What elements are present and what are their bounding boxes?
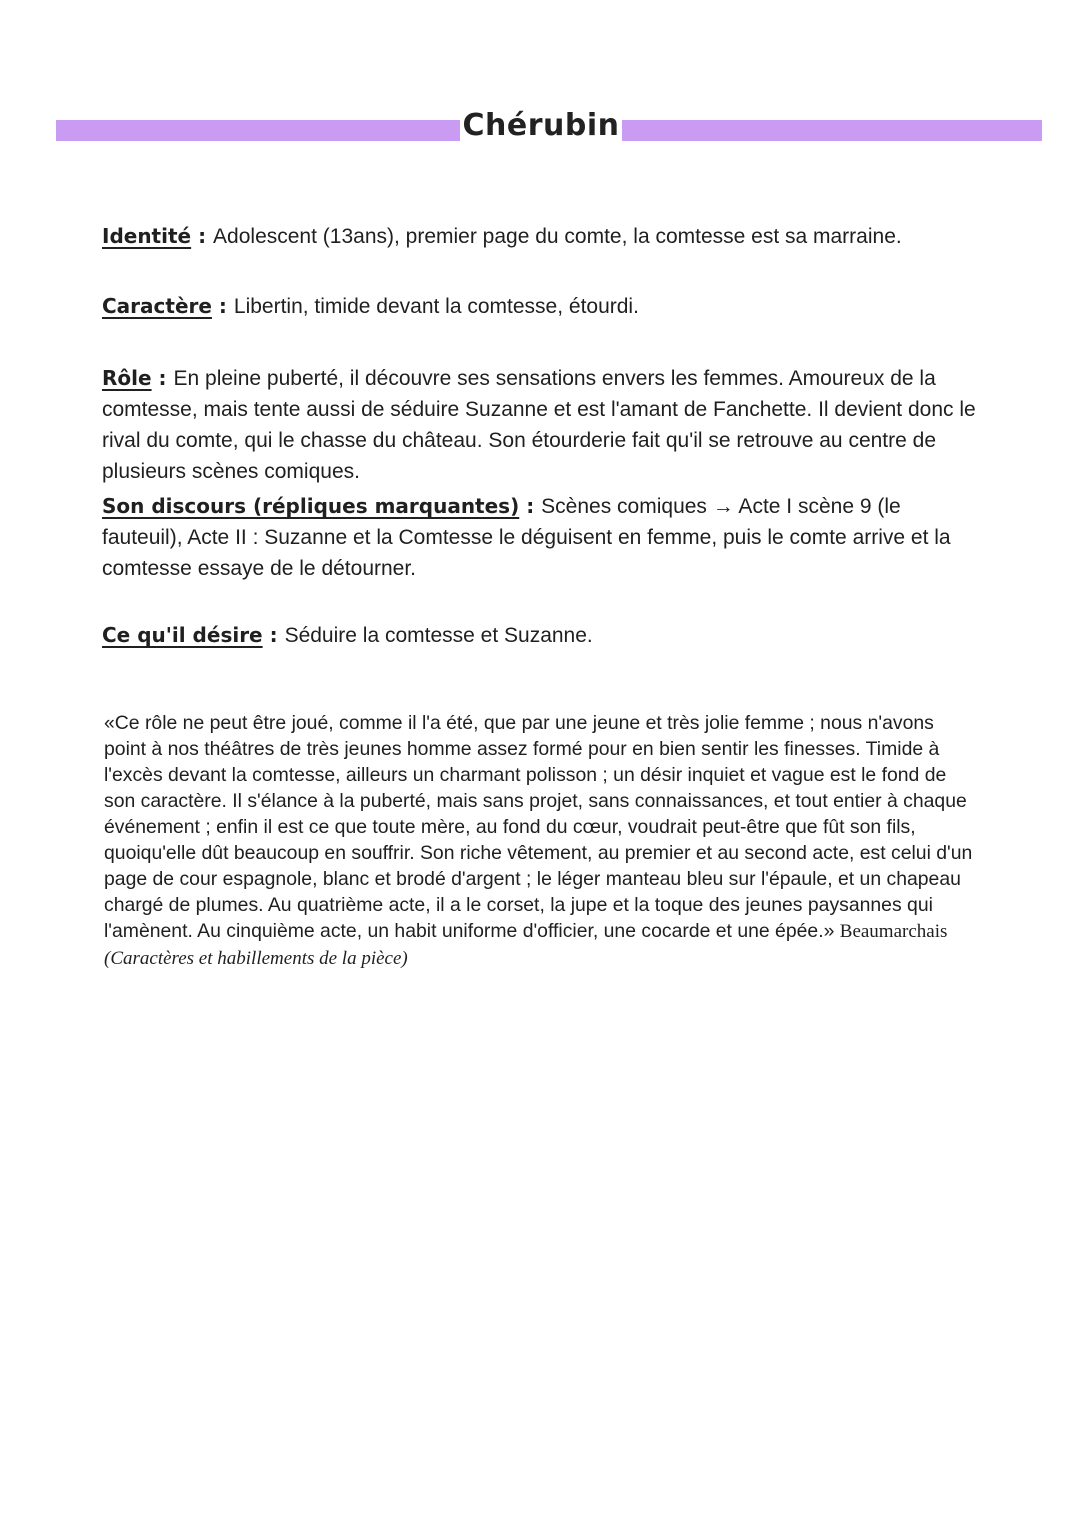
field-caractere-colon: : [211, 294, 234, 318]
title-bar-right-decoration [622, 120, 1042, 141]
quote-text: «Ce rôle ne peut être joué, comme il l'a été, que par une jeune et très jolie femme ; nous n'avons point à nos théâtres de très jeunes homme assez formé pour en bien sentir les finesses. Timide à l'excès devant la comtesse, ailleurs un charmant polisson ; un désir inquiet et vague est le fond de son caractère. Il s'élance à la puberté, mais sans projet, sans connaissances, et tout entier à chaque événement ; enfin il est ce que toute mère, au fond du cœur, voudrait peut-être que fût son fils, quoiqu'elle dût beaucoup en souffrir. Son riche vêtement, au premier et au second acte, est celui d'un page de cour espagnole, blanc et brodé d'argent ; le léger manteau bleu sur l'épaule, et un chapeau chargé de plumes. Au quatrième acte, il a le corset, la jupe et la toque des jeunes paysannes qui l'amènent. Au cinquième acte, un habit uniforme d'officier, une cocarde et une épée.» [104, 712, 973, 942]
field-discours [102, 491, 982, 584]
field-caractere-value: Libertin, timide devant la comtesse, étourdi. [233, 295, 639, 318]
field-caractere [102, 291, 982, 322]
field-discours-value: Scènes comiques → Acte I scène 9 (le fauteuil), Acte II : Suzanne et la Comtesse le déguisent en femme, puis le comte arrive et la comtesse essaye de le détourner. [102, 495, 951, 580]
beaumarchais-quote [104, 710, 974, 972]
quote-source: (Caractères et habillements de la pièce) [104, 948, 408, 969]
field-desir-label: Ce qu'il désire [102, 623, 263, 647]
field-desir-colon: : [262, 623, 285, 647]
field-desir [102, 620, 982, 651]
field-role-label: Rôle [102, 366, 152, 390]
field-identite-label: Identité [102, 224, 192, 248]
field-identite-colon: : [191, 224, 214, 248]
field-discours-colon: : [519, 494, 542, 518]
title-bar-left-decoration [56, 120, 460, 141]
field-desir-value: Séduire la comtesse et Suzanne. [284, 624, 593, 647]
field-discours-label: Son discours (répliques marquantes) [102, 494, 520, 518]
title-banner [56, 104, 1042, 144]
quote-author: Beaumarchais [839, 921, 948, 942]
field-identite-value: Adolescent (13ans), premier page du comte, la comtesse est sa marraine. [213, 225, 902, 248]
page-title: Chérubin [462, 108, 620, 143]
field-role-value: En pleine puberté, il découvre ses sensations envers les femmes. Amoureux de la comtesse, mais tente aussi de séduire Suzanne et est l'amant de Fanchette. Il devient donc le rival du comte, qui le chasse du château. Son étourderie fait qu'il se retrouve au centre de plusieurs scènes comiques. [102, 367, 976, 483]
field-caractere-label: Caractère [102, 294, 212, 318]
field-role-colon: : [151, 366, 174, 390]
field-role [102, 363, 982, 487]
field-identite [102, 221, 982, 252]
